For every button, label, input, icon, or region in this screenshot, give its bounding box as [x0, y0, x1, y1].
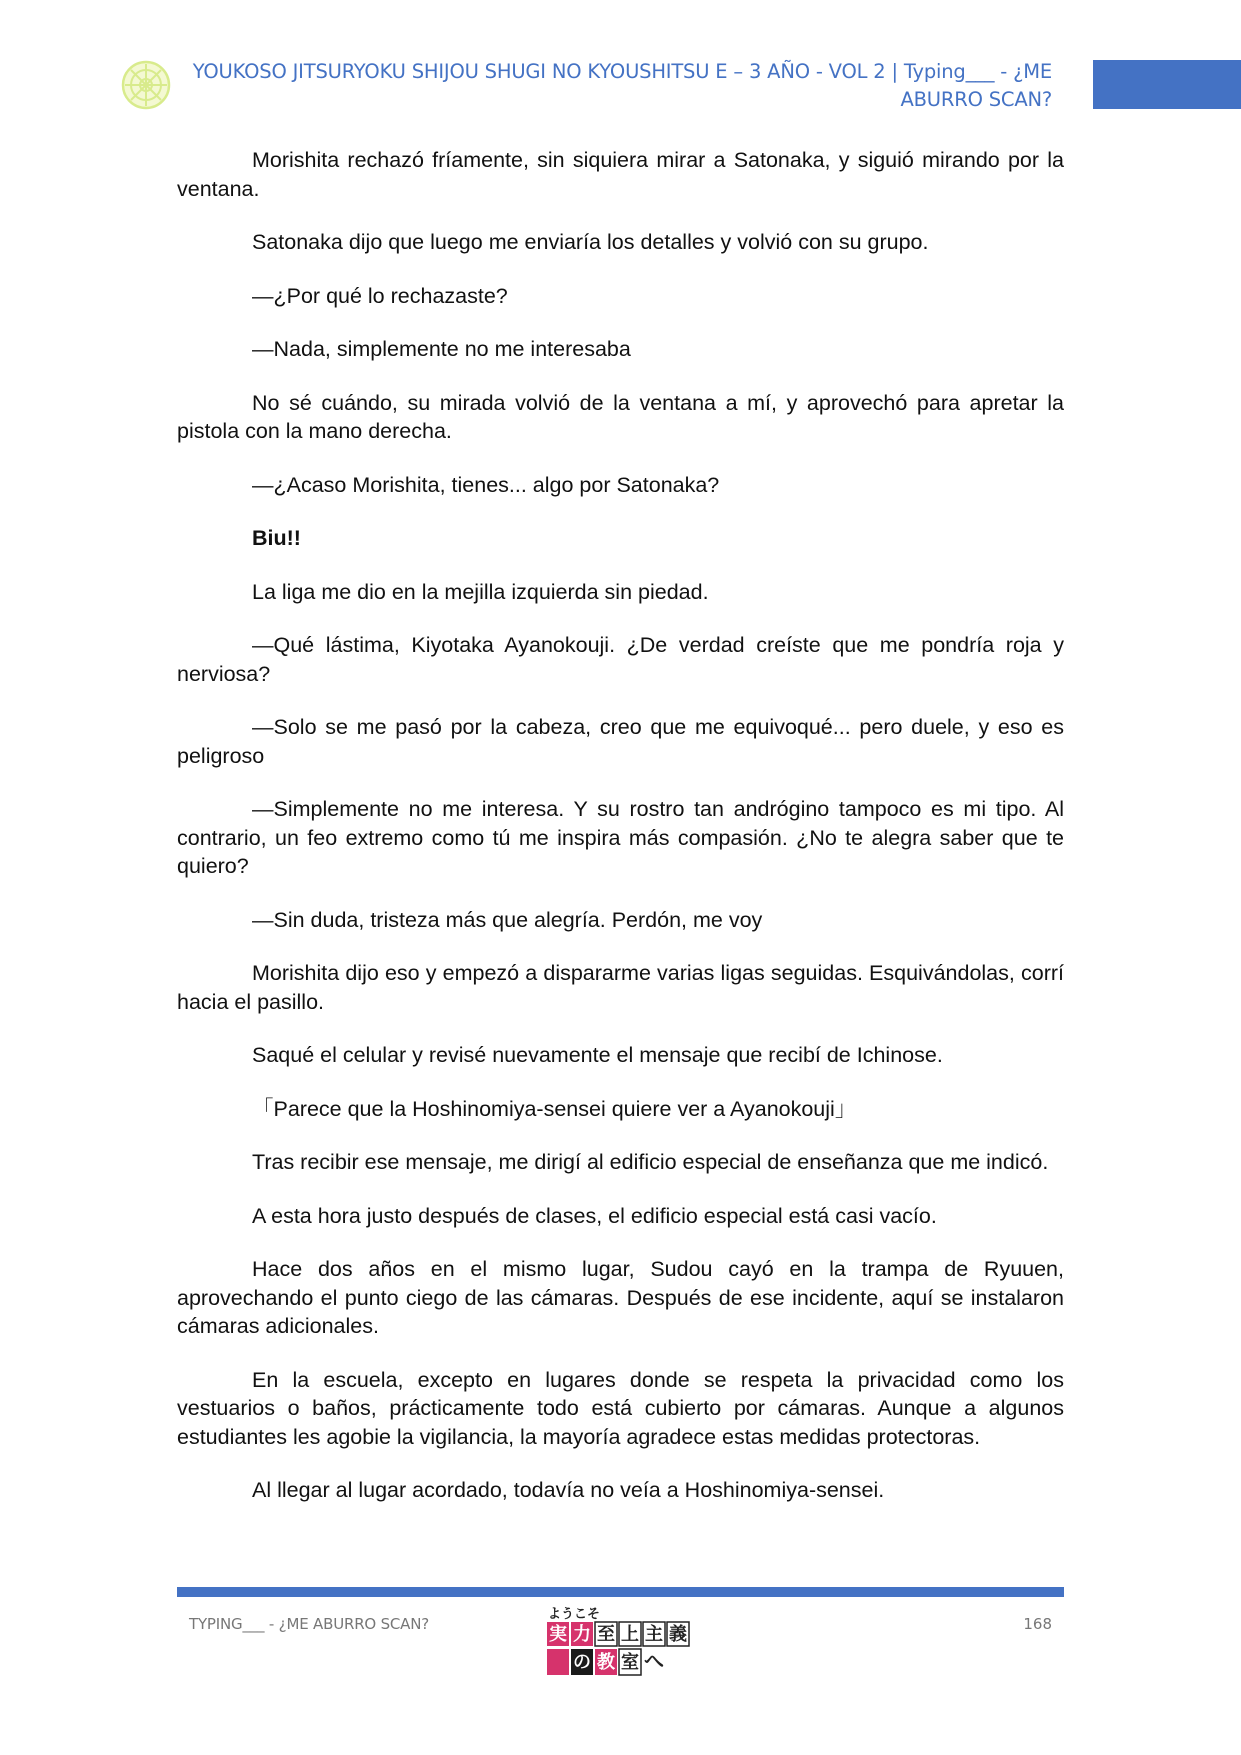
svg-text:主: 主 — [645, 1624, 663, 1645]
paragraph: Al llegar al lugar acordado, todavía no veía a Hoshinomiya-sensei. — [252, 1478, 885, 1502]
paragraph: Hace dos años en el mismo lugar, Sudou cayó en la trampa de Ryuuen, aprovechando el punto ciego de las cámaras. Después de ese incidente, aquí se instalaron cámaras adicionales. — [177, 1257, 1064, 1338]
paragraph: —¿Acaso Morishita, tienes... algo por Satonaka? — [252, 472, 720, 497]
svg-text:室: 室 — [621, 1652, 639, 1673]
svg-text:力: 力 — [573, 1624, 591, 1645]
svg-text:教: 教 — [597, 1652, 615, 1673]
sound-effect: Biu!! — [252, 526, 301, 550]
paragraph: —Qué lástima, Kiyotaka Ayanokouji. ¿De verdad creíste que me pondría roja y nerviosa? — [177, 633, 1064, 686]
paragraph: Tras recibir ese mensaje, me dirigí al edificio especial de enseñanza que me indicó. — [252, 1150, 1049, 1174]
paragraph: Morishita rechazó fríamente, sin siquiera mirar a Satonaka, y siguió mirando por la ventana. — [177, 148, 1064, 201]
footer-credit: TYPING___ - ¿ME ABURRO SCAN? — [189, 1615, 430, 1633]
series-logo-icon — [545, 1605, 695, 1677]
quoted-message: 「Parece que la Hoshinomiya-sensei quiere ver a Ayanokouji」 — [252, 1096, 857, 1121]
paragraph: A esta hora justo después de clases, el edificio especial está casi vacío. — [252, 1203, 937, 1228]
svg-text:義: 義 — [669, 1624, 687, 1645]
footer-divider — [177, 1587, 1064, 1597]
header-accent-bar — [1093, 60, 1241, 109]
paragraph: La liga me dio en la mejilla izquierda sin piedad. — [252, 579, 709, 604]
svg-text:至: 至 — [597, 1624, 615, 1645]
paragraph: —¿Por qué lo rechazaste? — [252, 283, 508, 308]
paragraph: Morishita dijo eso y empezó a dispararme varias ligas seguidas. Esquivándolas, corrí hacia el pasillo. — [177, 961, 1064, 1014]
circular-emblem-icon — [121, 60, 171, 110]
paragraph: Saqué el celular y revisé nuevamente el mensaje que recibí de Ichinose. — [252, 1043, 943, 1067]
svg-text:の: の — [573, 1652, 591, 1673]
header-title: YOUKOSO JITSURYOKU SHIJOU SHUGI NO KYOUSHITSU E – 3 AÑO - VOL 2 | Typing___ - ¿ME ABURRO SCAN? — [192, 60, 1052, 111]
paragraph: —Sin duda, tristeza más que alegría. Perdón, me voy — [252, 907, 763, 932]
svg-text:実: 実 — [549, 1624, 567, 1645]
paragraph: —Simplemente no me interesa. Y su rostro tan andrógino tampoco es mi tipo. Al contrario, un feo extremo como tú me inspira más compasión. ¿No te alegra saber que te quiero? — [177, 797, 1064, 878]
paragraph: No sé cuándo, su mirada volvió de la ventana a mí, y aprovechó para apretar la pistola con la mano derecha. — [177, 390, 1064, 443]
logo-top-text: ようこそ — [548, 1607, 601, 1622]
svg-text:上: 上 — [621, 1624, 639, 1645]
page-number: 168 — [1023, 1615, 1052, 1633]
paragraph: —Solo se me pasó por la cabeza, creo que me equivoqué... pero duele, y eso es peligroso — [177, 715, 1064, 768]
page-body — [177, 146, 1064, 1530]
paragraph: Satonaka dijo que luego me enviaría los detalles y volvió con su grupo. — [252, 230, 929, 254]
paragraph: —Nada, simplemente no me interesaba — [252, 337, 631, 361]
paragraph: En la escuela, excepto en lugares donde se respeta la privacidad como los vestuarios o baños, prácticamente todo está cubierto por cámaras. Aunque a algunos estudiantes les agobie la vigilancia, la mayoría agradece estas medidas protectoras. — [177, 1367, 1064, 1449]
svg-text:へ: へ — [644, 1649, 664, 1673]
